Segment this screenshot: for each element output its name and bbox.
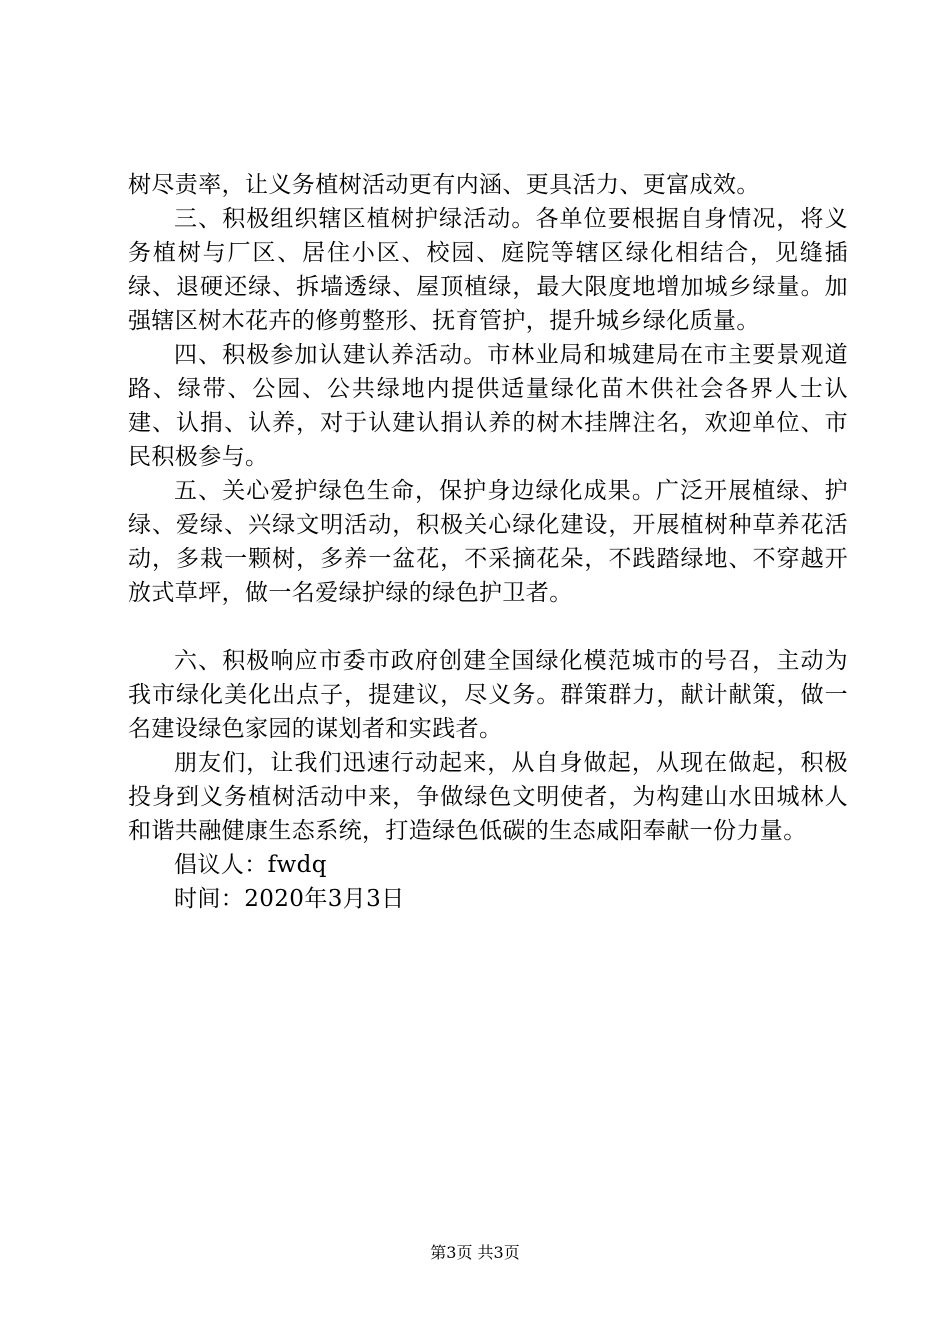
date-line: 时间：2020年3月3日 <box>174 886 405 912</box>
paragraph-spacer <box>128 610 848 644</box>
paragraph-item-five: 五、关心爱护绿色生命，保护身边绿化成果。广泛开展植绿、护绿、爱绿、兴绿文明活动，积极关心绿化建设，开展植树种草养花活动，多栽一颗树，多养一盆花，不采摘花朵，不践踏绿地、不穿越开放式草坪，做一名爱绿护绿的绿色护卫者。 <box>128 478 848 606</box>
initiator-line: 倡议人：fwdq <box>174 852 327 878</box>
paragraph-item-four: 四、积极参加认建认养活动。市林业局和城建局在市主要景观道路、绿带、公园、公共绿地内提供适量绿化苗木供社会各界人士认建、认捐、认养，对于认建认捐认养的树木挂牌注名，欢迎单位、市民积极参与。 <box>128 342 848 470</box>
paragraph-continuation: 树尽责率，让义务植树活动更有内涵、更具活力、更富成效。 <box>128 172 760 198</box>
paragraph-item-three: 三、积极组织辖区植树护绿活动。各单位要根据自身情况，将义务植树与厂区、居住小区、校园、庭院等辖区绿化相结合，见缝插绿、退硬还绿、拆墙透绿、屋顶植绿，最大限度地增加城乡绿量。加强辖区树木花卉的修剪整形、抚育管护，提升城乡绿化质量。 <box>128 206 848 334</box>
paragraph-item-six: 六、积极响应市委市政府创建全国绿化模范城市的号召，主动为我市绿化美化出点子，提建议，尽义务。群策群力，献计献策，做一名建设绿色家园的谋划者和实践者。 <box>128 648 848 742</box>
document-body <box>128 168 848 916</box>
paragraph-closing: 朋友们，让我们迅速行动起来，从自身做起，从现在做起，积极投身到义务植树活动中来，争做绿色文明使者，为构建山水田城林人和谐共融健康生态系统，打造绿色低碳的生态咸阳奉献一份力量。 <box>128 750 848 844</box>
page-number: 第3页 共3页 <box>430 1243 520 1262</box>
page-footer <box>0 1243 950 1263</box>
